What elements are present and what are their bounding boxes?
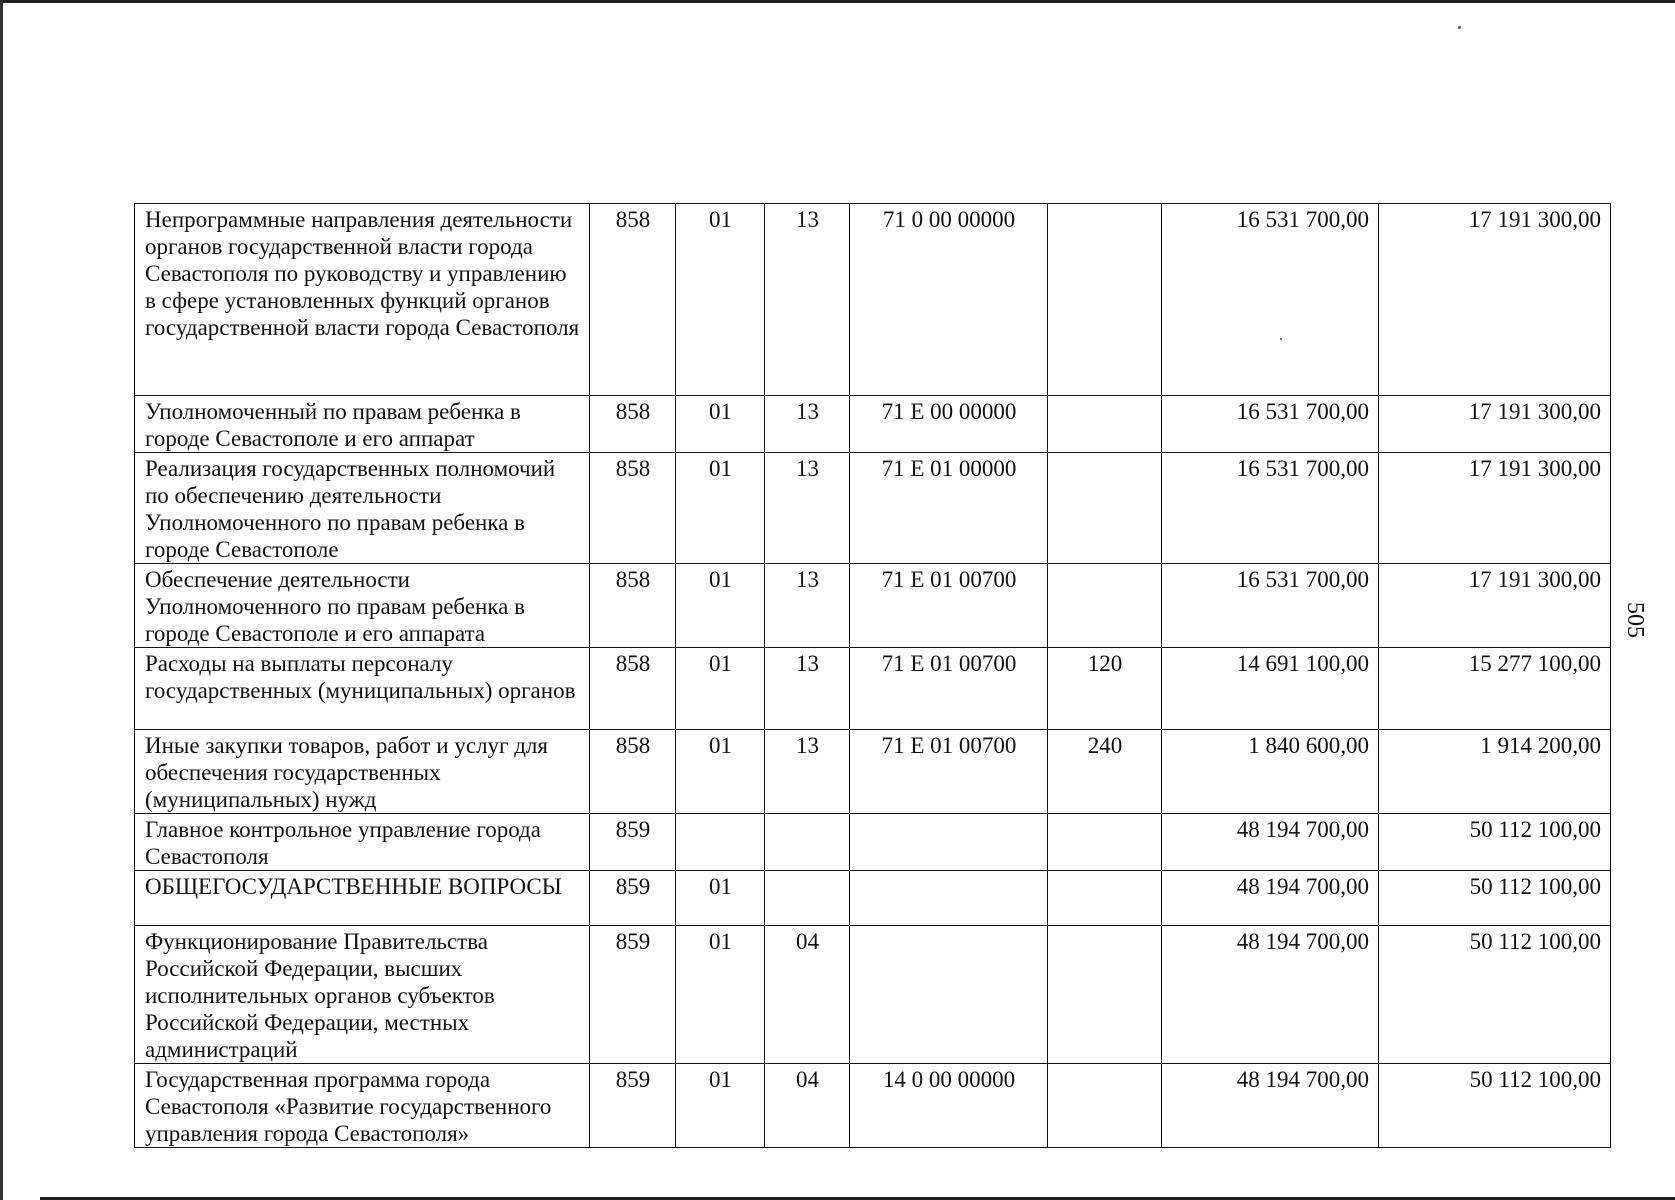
csr-cell: [850, 926, 1048, 1064]
vr-cell: [1048, 564, 1162, 648]
vr-cell: [1048, 396, 1162, 453]
rz-cell: [676, 814, 765, 871]
pr-cell: 13: [765, 453, 850, 564]
row-name-cell: Иные закупки товаров, работ и услуг для обеспечения государственных (муниципальных) нужд: [135, 730, 590, 814]
vr-cell: 120: [1048, 648, 1162, 730]
pr-cell: 04: [765, 926, 850, 1064]
sum-year2-cell: 17 191 300,00: [1379, 453, 1611, 564]
vr-cell: [1048, 926, 1162, 1064]
csr-cell: 71 Е 01 00000: [850, 453, 1048, 564]
vr-cell: [1048, 814, 1162, 871]
pr-cell: [765, 814, 850, 871]
csr-cell: 71 Е 01 00700: [850, 730, 1048, 814]
row-name-cell: Непрограммные направления деятельности органов государственной власти города Севастополя по руководству и управлению в сфере установленных функций органов государственной власти города Севастополя: [135, 204, 590, 396]
scan-left-edge: [0, 0, 3, 1200]
sum-year1-cell: 48 194 700,00: [1162, 926, 1379, 1064]
rz-cell: 01: [676, 396, 765, 453]
ved-cell: 859: [590, 814, 676, 871]
csr-cell: 14 0 00 00000: [850, 1064, 1048, 1148]
pr-cell: 13: [765, 564, 850, 648]
ved-cell: 858: [590, 564, 676, 648]
rz-cell: 01: [676, 926, 765, 1064]
ved-cell: 858: [590, 453, 676, 564]
vr-cell: [1048, 204, 1162, 396]
table-row: [135, 926, 1611, 1064]
row-name-cell: Государственная программа города Севастополя «Развитие государственного управления города Севастополя»: [135, 1064, 590, 1148]
csr-cell: [850, 871, 1048, 926]
table-row: [135, 396, 1611, 453]
row-name-cell: Обеспечение деятельности Уполномоченного по правам ребенка в городе Севастополе и его аппарата: [135, 564, 590, 648]
ved-cell: 859: [590, 871, 676, 926]
rz-cell: 01: [676, 1064, 765, 1148]
ved-cell: 859: [590, 1064, 676, 1148]
rz-cell: 01: [676, 564, 765, 648]
table-row: [135, 648, 1611, 730]
pr-cell: 13: [765, 648, 850, 730]
sum-year2-cell: 15 277 100,00: [1379, 648, 1611, 730]
sum-year1-cell: 48 194 700,00: [1162, 814, 1379, 871]
table-row: [135, 204, 1611, 396]
ved-cell: 858: [590, 730, 676, 814]
pr-cell: 04: [765, 1064, 850, 1148]
table-row: [135, 730, 1611, 814]
table-row: [135, 453, 1611, 564]
table-row: [135, 871, 1611, 926]
pr-cell: 13: [765, 730, 850, 814]
row-name-cell: Реализация государственных полномочий по обеспечению деятельности Уполномоченного по правам ребенка в городе Севастополе: [135, 453, 590, 564]
rz-cell: 01: [676, 648, 765, 730]
csr-cell: [850, 814, 1048, 871]
sum-year2-cell: 50 112 100,00: [1379, 1064, 1611, 1148]
sum-year2-cell: 17 191 300,00: [1379, 204, 1611, 396]
sum-year1-cell: 48 194 700,00: [1162, 871, 1379, 926]
ved-cell: 858: [590, 396, 676, 453]
table-row: [135, 1064, 1611, 1148]
sum-year2-cell: 50 112 100,00: [1379, 871, 1611, 926]
sum-year2-cell: 1 914 200,00: [1379, 730, 1611, 814]
csr-cell: 71 0 00 00000: [850, 204, 1048, 396]
vr-cell: [1048, 1064, 1162, 1148]
rz-cell: 01: [676, 730, 765, 814]
ved-cell: 858: [590, 204, 676, 396]
vr-cell: 240: [1048, 730, 1162, 814]
ved-cell: 858: [590, 648, 676, 730]
csr-cell: 71 Е 01 00700: [850, 564, 1048, 648]
rz-cell: 01: [676, 204, 765, 396]
sum-year1-cell: 16 531 700,00: [1162, 564, 1379, 648]
budget-table: [134, 203, 1611, 1148]
sum-year1-cell: 14 691 100,00: [1162, 648, 1379, 730]
row-name-cell: Расходы на выплаты персоналу государственных (муниципальных) органов: [135, 648, 590, 730]
csr-cell: 71 Е 00 00000: [850, 396, 1048, 453]
sum-year2-cell: 50 112 100,00: [1379, 926, 1611, 1064]
row-name-cell: Уполномоченный по правам ребенка в городе Севастополе и его аппарат: [135, 396, 590, 453]
table-row: [135, 564, 1611, 648]
sum-year1-cell: 16 531 700,00: [1162, 204, 1379, 396]
sum-year2-cell: 17 191 300,00: [1379, 564, 1611, 648]
row-name-cell: Функционирование Правительства Российской Федерации, высших исполнительных органов субъектов Российской Федерации, местных администраций: [135, 926, 590, 1064]
rz-cell: 01: [676, 871, 765, 926]
ved-cell: 859: [590, 926, 676, 1064]
vr-cell: [1048, 453, 1162, 564]
sum-year1-cell: 16 531 700,00: [1162, 396, 1379, 453]
sum-year1-cell: 48 194 700,00: [1162, 1064, 1379, 1148]
scan-top-edge: [0, 0, 1675, 3]
row-name-cell: ОБЩЕГОСУДАРСТВЕННЫЕ ВОПРОСЫ: [135, 871, 590, 926]
sum-year2-cell: 50 112 100,00: [1379, 814, 1611, 871]
scan-speck: [1458, 26, 1461, 29]
sum-year2-cell: 17 191 300,00: [1379, 396, 1611, 453]
sum-year1-cell: 16 531 700,00: [1162, 453, 1379, 564]
rz-cell: 01: [676, 453, 765, 564]
row-name-cell: Главное контрольное управление города Севастополя: [135, 814, 590, 871]
pr-cell: 13: [765, 204, 850, 396]
pr-cell: [765, 871, 850, 926]
page-number: 505: [1622, 602, 1648, 638]
table-row: [135, 814, 1611, 871]
sum-year1-cell: 1 840 600,00: [1162, 730, 1379, 814]
vr-cell: [1048, 871, 1162, 926]
csr-cell: 71 Е 01 00700: [850, 648, 1048, 730]
pr-cell: 13: [765, 396, 850, 453]
